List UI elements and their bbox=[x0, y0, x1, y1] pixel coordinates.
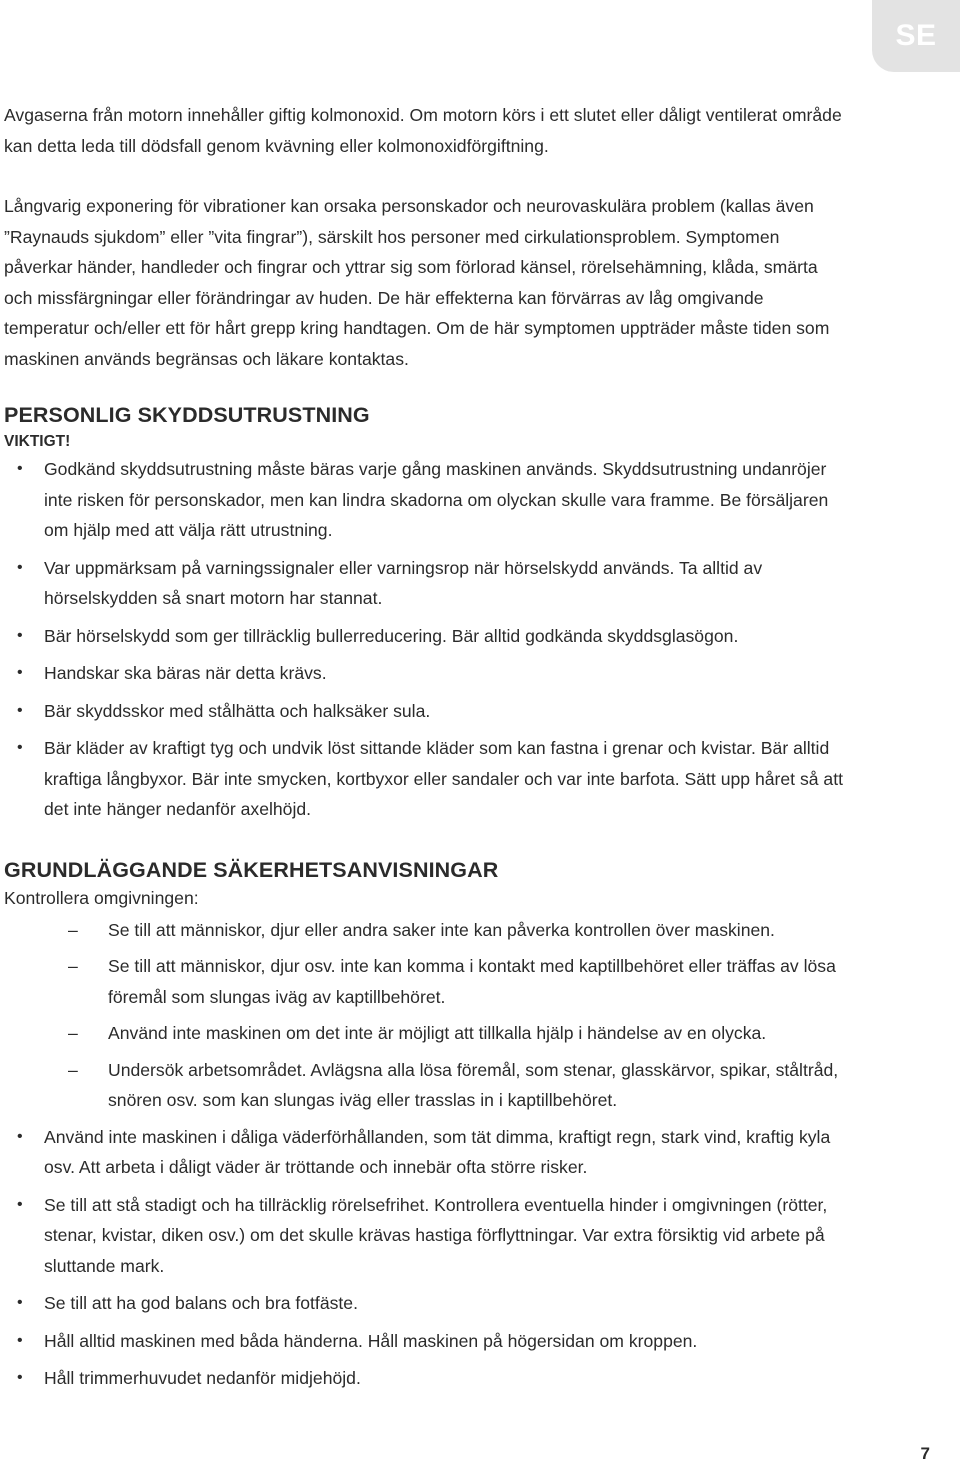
bullet-icon: • bbox=[17, 1331, 23, 1349]
heading-basic-safety-instructions: GRUNDLÄGGANDE SÄKERHETSANVISNINGAR bbox=[4, 857, 499, 882]
list-item bbox=[4, 1190, 850, 1282]
dash-item-text: Använd inte maskinen om det inte är möjligt att tillkalla hjälp i händelse av en olycka. bbox=[108, 1023, 767, 1043]
heading-personal-protective-equipment: PERSONLIG SKYDDSUTRUSTNING bbox=[4, 403, 370, 427]
list-item-text: Använd inte maskinen i dåliga väderförhållanden, som tät dimma, kraftigt regn, stark vind, kraftig kyla osv. Att arbeta i dåligt väder är tröttande och innebär ofta större risker. bbox=[44, 1126, 831, 1177]
bullet-icon: • bbox=[17, 739, 23, 756]
paragraph-vibration-warning: Långvarig exponering för vibrationer kan orsaka personskador och neurovaskulära problem (kallas även ”Raynauds sjukdom” eller ”vita fingrar”), särskilt hos personer med cirkulationsproblem. Symptomen påverkar händer, handleder och fingrar och yttrar sig som förlorad känsel, rörelsehämning, klåda, smärta och missfärgningar eller förändringar av huden. De här effekterna kan förvärras av låg omgivande temperatur och/eller ett för hårt grepp kring handtagen. Om de här symptomen uppträder måste tiden som maskinen används begränsas och läkare kontaktas. bbox=[4, 196, 830, 369]
dash-item-text: Se till att människor, djur osv. inte kan komma i kontakt med kaptillbehöret eller träffas av lösa föremål som slungas iväg av kaptillbehöret. bbox=[108, 956, 836, 1007]
bullet-icon: • bbox=[17, 460, 23, 477]
list-item bbox=[4, 1326, 850, 1357]
surroundings-dash-list bbox=[4, 915, 850, 1116]
list-item-text: Bär kläder av kraftigt tyg och undvik löst sittande kläder som kan fastna i grenar och kvistar. Bär alltid kraftiga långbyxor. Bär inte smycken, kortbyxor eller sandaler och var inte barfota. Sätt upp håret så att det inte hänger nedanför axelhöjd. bbox=[44, 738, 843, 819]
list-item bbox=[4, 1288, 850, 1319]
list-item bbox=[4, 553, 850, 614]
bullet-icon: • bbox=[17, 701, 23, 719]
language-tab bbox=[872, 0, 960, 72]
intro-check-surroundings: Kontrollera omgivningen: bbox=[4, 887, 199, 908]
ppe-bullet-list bbox=[4, 454, 850, 825]
language-code: SE bbox=[895, 19, 937, 52]
dash-icon: – bbox=[68, 1023, 78, 1043]
dash-icon: – bbox=[68, 1059, 78, 1080]
list-item-text: Håll alltid maskinen med båda händerna. Håll maskinen på högersidan om kroppen. bbox=[44, 1330, 698, 1351]
list-item-text: Bär hörselskydd som ger tillräcklig bullerreducering. Bär alltid godkända skyddsglasögon. bbox=[44, 625, 739, 646]
dash-item-text: Undersök arbetsområdet. Avlägsna alla lösa föremål, som stenar, glasskärvor, spikar, ståltråd, snören osv. som kan slungas iväg eller trasslas in i kaptillbehöret. bbox=[108, 1059, 839, 1110]
list-item bbox=[4, 696, 850, 727]
list-item bbox=[4, 1122, 850, 1183]
dash-item-text: Se till att människor, djur eller andra saker inte kan påverka kontrollen över maskinen. bbox=[108, 919, 775, 940]
dash-icon: – bbox=[68, 919, 78, 940]
list-item bbox=[4, 621, 850, 652]
paragraph-exhaust-warning: Avgaserna från motorn innehåller giftig kolmonoxid. Om motorn körs i ett slutet eller dåligt ventilerat område kan detta leda till dödsfall genom kvävning eller kolmonoxidförgiftning. bbox=[4, 105, 842, 156]
dash-item bbox=[4, 951, 850, 1012]
list-item bbox=[4, 658, 850, 689]
dash-item bbox=[4, 1055, 850, 1116]
list-item bbox=[4, 454, 850, 546]
list-item bbox=[4, 733, 850, 825]
list-item bbox=[4, 1363, 850, 1394]
bullet-icon: • bbox=[17, 1369, 23, 1386]
list-item-text: Bär skyddsskor med stålhätta och halksäker sula. bbox=[44, 700, 431, 721]
list-item-text: Handskar ska bäras när detta krävs. bbox=[44, 663, 327, 683]
list-item-text: Godkänd skyddsutrustning måste bäras varje gång maskinen används. Skyddsutrustning undanröjer inte risken för personskador, men kan lindra skadorna om olyckan skulle vara framme. Be försäljaren om hjälp med att välja rätt utrustning. bbox=[44, 459, 829, 540]
page-content bbox=[4, 100, 850, 1401]
bullet-icon: • bbox=[17, 558, 23, 576]
important-label: VIKTIGT! bbox=[4, 433, 71, 450]
list-item-text: Var uppmärksam på varningssignaler eller varningsrop när hörselskydd används. Ta alltid av hörselskydden så snart motorn har stannat. bbox=[44, 557, 763, 608]
page-number: 7 bbox=[920, 1444, 930, 1463]
dash-item bbox=[4, 915, 850, 946]
bullet-icon: • bbox=[17, 1195, 23, 1213]
dash-item bbox=[4, 1018, 850, 1049]
list-item-text: Håll trimmerhuvudet nedanför midjehöjd. bbox=[44, 1368, 361, 1388]
bullet-icon: • bbox=[17, 626, 23, 644]
list-item-text: Se till att ha god balans och bra fotfäste. bbox=[44, 1293, 358, 1313]
bullet-icon: • bbox=[17, 664, 23, 681]
bullet-icon: • bbox=[17, 1294, 23, 1311]
list-item-text: Se till att stå stadigt och ha tillräcklig rörelsefrihet. Kontrollera eventuella hinder i omgivningen (rötter, stenar, kvistar, diken osv.) om det skulle krävas hastiga förflyttningar. Var extra försiktig vid arbete på sluttande mark. bbox=[44, 1194, 828, 1276]
basic-bullet-list bbox=[4, 1122, 850, 1394]
dash-icon: – bbox=[68, 956, 78, 976]
bullet-icon: • bbox=[17, 1127, 23, 1145]
